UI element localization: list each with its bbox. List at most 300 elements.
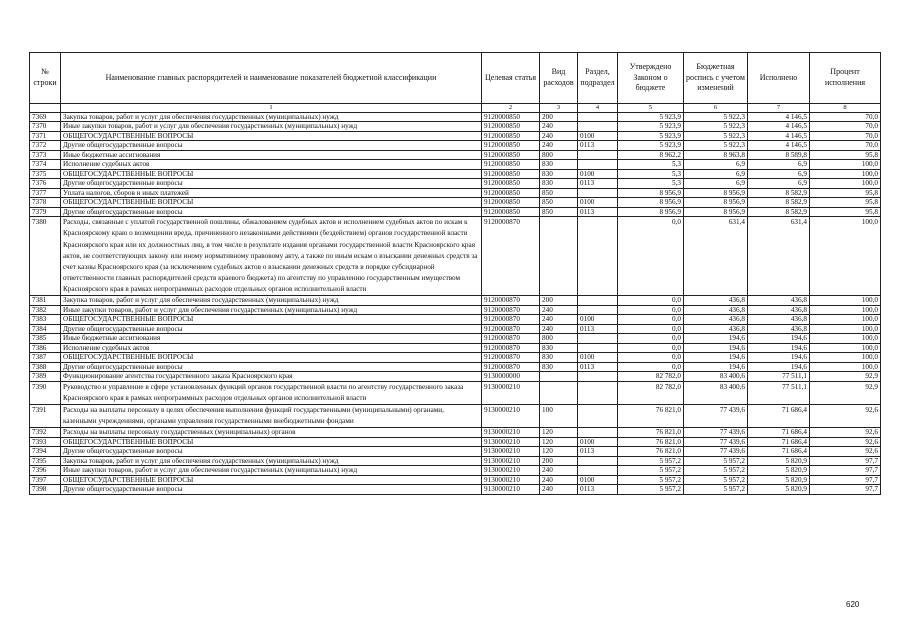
executed-cell: 5 820,9: [748, 475, 810, 484]
table-row: [30, 179, 881, 188]
table-row: [30, 456, 881, 465]
executed-cell: 4 146,5: [748, 113, 810, 122]
row-name-cell: ОБЩЕГОСУДАРСТВЕННЫЕ ВОПРОСЫ: [61, 198, 482, 207]
percent-cell: 100,0: [810, 315, 881, 324]
executed-cell: 71 686,4: [748, 437, 810, 446]
percent-cell: 100,0: [810, 296, 881, 305]
section-cell: [578, 188, 618, 197]
executed-cell: 6,9: [748, 160, 810, 169]
row-number-cell: 7392: [30, 428, 61, 437]
table-row: [30, 150, 881, 159]
table-row: [30, 343, 881, 352]
row-name-cell: Функционирование агентства государственного заказа Красноярского края: [61, 372, 482, 381]
approved-cell: 5 957,2: [618, 466, 684, 475]
section-cell: [578, 466, 618, 475]
expense-type-cell: 850: [540, 198, 578, 207]
row-name-cell: ОБЩЕГОСУДАРСТВЕННЫЕ ВОПРОСЫ: [61, 131, 482, 140]
executed-cell: 631,4: [748, 217, 810, 296]
row-name-cell: Руководство и управление в сфере установленных функций органов государственной власти по агентству государственного заказа Красноярского края в рамках непрограммных расходов отдельных органов исполнительной власти: [61, 381, 482, 404]
target-article-cell: 9120000870: [482, 353, 540, 362]
target-article-cell: 9120000850: [482, 150, 540, 159]
section-cell: [578, 334, 618, 343]
executed-cell: 8 582,9: [748, 207, 810, 216]
budget-list-cell: 5 957,2: [684, 485, 748, 494]
budget-list-cell: 6,9: [684, 169, 748, 178]
table-row: [30, 217, 881, 296]
row-name-cell: Расходы на выплаты персоналу государственных (муниципальных) органов: [61, 428, 482, 437]
row-number-cell: 7398: [30, 485, 61, 494]
percent-cell: 92,9: [810, 381, 881, 404]
expense-type-cell: 240: [540, 141, 578, 150]
executed-cell: 194,6: [748, 362, 810, 371]
section-cell: 0113: [578, 485, 618, 494]
row-name-cell: Расходы на выплаты персоналу в целях обеспечения выполнения функций государственными (муниципальными) органами, казенными учреждениями, органами управления государственными внебюджетными фондами: [61, 405, 482, 428]
row-name-cell: Иные бюджетные ассигнования: [61, 334, 482, 343]
budget-list-cell: 77 439,6: [684, 447, 748, 456]
target-article-cell: 9120000850: [482, 198, 540, 207]
percent-cell: 92,6: [810, 405, 881, 428]
header-percent: Процент исполнения: [810, 53, 881, 104]
percent-cell: 97,7: [810, 466, 881, 475]
budget-list-cell: 5 922,3: [684, 113, 748, 122]
section-cell: [578, 150, 618, 159]
section-cell: 0113: [578, 362, 618, 371]
approved-cell: 82 782,0: [618, 372, 684, 381]
header-target-article: Целевая статья: [482, 53, 540, 104]
executed-cell: 6,9: [748, 179, 810, 188]
percent-cell: 95,8: [810, 207, 881, 216]
expense-type-cell: 240: [540, 324, 578, 333]
column-number: 3: [540, 104, 578, 113]
executed-cell: 8 582,9: [748, 188, 810, 197]
percent-cell: 70,0: [810, 122, 881, 131]
row-name-cell: ОБЩЕГОСУДАРСТВЕННЫЕ ВОПРОСЫ: [61, 169, 482, 178]
expense-type-cell: 850: [540, 188, 578, 197]
table-row: [30, 131, 881, 140]
expense-type-cell: 830: [540, 169, 578, 178]
executed-cell: 71 686,4: [748, 447, 810, 456]
table-row: [30, 160, 881, 169]
row-number-cell: 7374: [30, 160, 61, 169]
table-row: [30, 188, 881, 197]
percent-cell: 100,0: [810, 324, 881, 333]
row-name-cell: Закупка товаров, работ и услуг для обеспечения государственных (муниципальных) нужд: [61, 456, 482, 465]
executed-cell: 436,8: [748, 296, 810, 305]
target-article-cell: 9120000850: [482, 141, 540, 150]
percent-cell: 100,0: [810, 217, 881, 296]
table-row: [30, 141, 881, 150]
target-article-cell: 9120000870: [482, 362, 540, 371]
row-name-cell: Уплата налогов, сборов и иных платежей: [61, 188, 482, 197]
percent-cell: 97,7: [810, 485, 881, 494]
expense-type-cell: 850: [540, 207, 578, 216]
row-name-cell: Иные закупки товаров, работ и услуг для обеспечения государственных (муниципальных) нужд: [61, 305, 482, 314]
section-cell: [578, 381, 618, 404]
expense-type-cell: 830: [540, 362, 578, 371]
header-executed: Исполнено: [748, 53, 810, 104]
row-name-cell: Другие общегосударственные вопросы: [61, 179, 482, 188]
expense-type-cell: 240: [540, 466, 578, 475]
section-cell: 0100: [578, 353, 618, 362]
executed-cell: 194,6: [748, 334, 810, 343]
percent-cell: 97,7: [810, 456, 881, 465]
budget-list-cell: 6,9: [684, 160, 748, 169]
approved-cell: 8 956,9: [618, 198, 684, 207]
target-article-cell: 9120000850: [482, 179, 540, 188]
budget-list-cell: 194,6: [684, 353, 748, 362]
executed-cell: 4 146,5: [748, 141, 810, 150]
table-row: [30, 447, 881, 456]
row-name-cell: Исполнение судебных актов: [61, 343, 482, 352]
budget-list-cell: 8 956,9: [684, 207, 748, 216]
row-number-cell: 7395: [30, 456, 61, 465]
target-article-cell: 9120000870: [482, 217, 540, 296]
row-number-cell: 7382: [30, 305, 61, 314]
executed-cell: 436,8: [748, 315, 810, 324]
expense-type-cell: 240: [540, 315, 578, 324]
row-number-cell: 7388: [30, 362, 61, 371]
expense-type-cell: [540, 381, 578, 404]
executed-cell: 4 146,5: [748, 122, 810, 131]
expense-type-cell: 800: [540, 150, 578, 159]
percent-cell: 95,8: [810, 188, 881, 197]
target-article-cell: 9120000870: [482, 296, 540, 305]
table-row: [30, 485, 881, 494]
section-cell: 0113: [578, 324, 618, 333]
section-cell: 0100: [578, 131, 618, 140]
expense-type-cell: 200: [540, 113, 578, 122]
budget-list-cell: 436,8: [684, 324, 748, 333]
table-row: [30, 305, 881, 314]
target-article-cell: 9130000210: [482, 405, 540, 428]
percent-cell: 70,0: [810, 141, 881, 150]
header-budget-list: Бюджетная роспись с учетом изменений: [684, 53, 748, 104]
header-section: Раздел, подраздел: [578, 53, 618, 104]
executed-cell: 4 146,5: [748, 131, 810, 140]
executed-cell: 77 511,1: [748, 381, 810, 404]
table-row: [30, 437, 881, 446]
row-name-cell: Иные закупки товаров, работ и услуг для обеспечения государственных (муниципальных) нужд: [61, 466, 482, 475]
row-number-cell: 7379: [30, 207, 61, 216]
approved-cell: 76 821,0: [618, 428, 684, 437]
column-number: 2: [482, 104, 540, 113]
percent-cell: 97,7: [810, 475, 881, 484]
table-row: [30, 113, 881, 122]
table-row: [30, 466, 881, 475]
percent-cell: 92,6: [810, 428, 881, 437]
section-cell: [578, 296, 618, 305]
column-number: 7: [748, 104, 810, 113]
budget-list-cell: 5 922,3: [684, 141, 748, 150]
section-cell: [578, 122, 618, 131]
row-number-cell: 7393: [30, 437, 61, 446]
target-article-cell: 9130000210: [482, 447, 540, 456]
budget-list-cell: 83 400,6: [684, 372, 748, 381]
section-cell: 0113: [578, 141, 618, 150]
approved-cell: 0,0: [618, 362, 684, 371]
budget-list-cell: 5 922,3: [684, 131, 748, 140]
approved-cell: 5 923,9: [618, 131, 684, 140]
row-name-cell: ОБЩЕГОСУДАРСТВЕННЫЕ ВОПРОСЫ: [61, 315, 482, 324]
table-row: [30, 122, 881, 131]
budget-list-cell: 77 439,6: [684, 437, 748, 446]
percent-cell: 100,0: [810, 169, 881, 178]
row-name-cell: Иные бюджетные ассигнования: [61, 150, 482, 159]
target-article-cell: 9130000210: [482, 381, 540, 404]
column-number: 8: [810, 104, 881, 113]
section-cell: [578, 372, 618, 381]
table-row: [30, 405, 881, 428]
row-name-cell: Закупка товаров, работ и услуг для обеспечения государственных (муниципальных) нужд: [61, 296, 482, 305]
header-expense-type: Вид расходов: [540, 53, 578, 104]
row-number-cell: 7378: [30, 198, 61, 207]
row-name-cell: Исполнение судебных актов: [61, 160, 482, 169]
expense-type-cell: 200: [540, 456, 578, 465]
row-number-cell: 7384: [30, 324, 61, 333]
row-number-cell: 7397: [30, 475, 61, 484]
budget-list-cell: 631,4: [684, 217, 748, 296]
approved-cell: 8 962,2: [618, 150, 684, 159]
column-number: [30, 104, 61, 113]
column-number: 5: [618, 104, 684, 113]
column-number-row: [30, 104, 881, 113]
header-name: Наименование главных распорядителей и наименование показателей бюджетной классификации: [61, 53, 482, 104]
row-number-cell: 7383: [30, 315, 61, 324]
table-row: [30, 381, 881, 404]
section-cell: [578, 343, 618, 352]
target-article-cell: 9130000210: [482, 437, 540, 446]
expense-type-cell: 830: [540, 353, 578, 362]
executed-cell: 8 589,8: [748, 150, 810, 159]
target-article-cell: 9130000210: [482, 485, 540, 494]
percent-cell: 100,0: [810, 334, 881, 343]
expense-type-cell: 120: [540, 447, 578, 456]
approved-cell: 76 821,0: [618, 437, 684, 446]
executed-cell: 194,6: [748, 353, 810, 362]
row-number-cell: 7373: [30, 150, 61, 159]
expense-type-cell: 800: [540, 334, 578, 343]
percent-cell: 100,0: [810, 305, 881, 314]
row-name-cell: Другие общегосударственные вопросы: [61, 447, 482, 456]
approved-cell: 8 956,9: [618, 188, 684, 197]
expense-type-cell: 200: [540, 296, 578, 305]
executed-cell: 194,6: [748, 343, 810, 352]
target-article-cell: 9120000870: [482, 334, 540, 343]
row-number-cell: 7376: [30, 179, 61, 188]
budget-table: [29, 52, 881, 495]
section-cell: 0100: [578, 475, 618, 484]
approved-cell: 0,0: [618, 334, 684, 343]
budget-list-cell: 194,6: [684, 343, 748, 352]
executed-cell: 71 686,4: [748, 405, 810, 428]
target-article-cell: 9130000210: [482, 428, 540, 437]
approved-cell: 5,3: [618, 160, 684, 169]
section-cell: 0100: [578, 198, 618, 207]
target-article-cell: 9120000850: [482, 122, 540, 131]
row-name-cell: Другие общегосударственные вопросы: [61, 324, 482, 333]
budget-list-cell: 8 956,9: [684, 198, 748, 207]
expense-type-cell: 100: [540, 405, 578, 428]
executed-cell: 5 820,9: [748, 485, 810, 494]
table-row: [30, 353, 881, 362]
expense-type-cell: 240: [540, 131, 578, 140]
target-article-cell: 9120000850: [482, 188, 540, 197]
percent-cell: 70,0: [810, 131, 881, 140]
expense-type-cell: [540, 217, 578, 296]
section-cell: [578, 305, 618, 314]
table-row: [30, 169, 881, 178]
table-row: [30, 315, 881, 324]
approved-cell: 5 923,9: [618, 141, 684, 150]
row-name-cell: ОБЩЕГОСУДАРСТВЕННЫЕ ВОПРОСЫ: [61, 475, 482, 484]
row-number-cell: 7380: [30, 217, 61, 296]
executed-cell: 6,9: [748, 169, 810, 178]
target-article-cell: 9120000870: [482, 305, 540, 314]
executed-cell: 5 820,9: [748, 466, 810, 475]
approved-cell: 0,0: [618, 217, 684, 296]
row-number-cell: 7371: [30, 131, 61, 140]
target-article-cell: 9120000870: [482, 343, 540, 352]
approved-cell: 0,0: [618, 315, 684, 324]
table-row: [30, 334, 881, 343]
expense-type-cell: 830: [540, 179, 578, 188]
executed-cell: 436,8: [748, 305, 810, 314]
table-row: [30, 372, 881, 381]
target-article-cell: 9120000850: [482, 169, 540, 178]
percent-cell: 100,0: [810, 343, 881, 352]
table-row: [30, 428, 881, 437]
budget-list-cell: 194,6: [684, 334, 748, 343]
expense-type-cell: 240: [540, 475, 578, 484]
section-cell: 0100: [578, 315, 618, 324]
target-article-cell: 9120000850: [482, 131, 540, 140]
row-name-cell: Другие общегосударственные вопросы: [61, 362, 482, 371]
page-number: 620: [846, 600, 860, 609]
column-number: 4: [578, 104, 618, 113]
section-cell: [578, 113, 618, 122]
row-number-cell: 7386: [30, 343, 61, 352]
budget-list-cell: 436,8: [684, 315, 748, 324]
column-number: 1: [61, 104, 482, 113]
section-cell: 0113: [578, 207, 618, 216]
section-cell: [578, 160, 618, 169]
section-cell: 0113: [578, 179, 618, 188]
approved-cell: 0,0: [618, 296, 684, 305]
row-name-cell: Другие общегосударственные вопросы: [61, 141, 482, 150]
table-row: [30, 207, 881, 216]
budget-list-cell: 8 956,9: [684, 188, 748, 197]
table-row: [30, 475, 881, 484]
target-article-cell: 9120000870: [482, 324, 540, 333]
target-article-cell: 9120000850: [482, 113, 540, 122]
row-number-cell: 7372: [30, 141, 61, 150]
executed-cell: 5 820,9: [748, 456, 810, 465]
row-name-cell: Закупка товаров, работ и услуг для обеспечения государственных (муниципальных) нужд: [61, 113, 482, 122]
section-cell: 0100: [578, 169, 618, 178]
approved-cell: 82 782,0: [618, 381, 684, 404]
expense-type-cell: 830: [540, 343, 578, 352]
percent-cell: 95,8: [810, 150, 881, 159]
section-cell: 0113: [578, 447, 618, 456]
expense-type-cell: 120: [540, 437, 578, 446]
budget-list-cell: 5 957,2: [684, 466, 748, 475]
percent-cell: 95,8: [810, 198, 881, 207]
target-article-cell: 9120000850: [482, 160, 540, 169]
budget-list-cell: 6,9: [684, 179, 748, 188]
budget-list-cell: 5 957,2: [684, 456, 748, 465]
table-row: [30, 324, 881, 333]
row-number-cell: 7375: [30, 169, 61, 178]
section-cell: [578, 456, 618, 465]
budget-list-cell: 77 439,6: [684, 428, 748, 437]
target-article-cell: 9130000000: [482, 372, 540, 381]
budget-list-cell: 194,6: [684, 362, 748, 371]
header-approved: Утверждено Законом о бюджете: [618, 53, 684, 104]
expense-type-cell: 830: [540, 160, 578, 169]
expense-type-cell: [540, 372, 578, 381]
target-article-cell: 9120000850: [482, 207, 540, 216]
percent-cell: 100,0: [810, 362, 881, 371]
executed-cell: 77 511,1: [748, 372, 810, 381]
approved-cell: 5 957,2: [618, 456, 684, 465]
section-cell: [578, 405, 618, 428]
percent-cell: 100,0: [810, 160, 881, 169]
target-article-cell: 9130000210: [482, 456, 540, 465]
table-row: [30, 362, 881, 371]
section-cell: 0100: [578, 437, 618, 446]
expense-type-cell: 120: [540, 428, 578, 437]
budget-list-cell: 436,8: [684, 305, 748, 314]
target-article-cell: 9130000210: [482, 466, 540, 475]
expense-type-cell: 240: [540, 305, 578, 314]
percent-cell: 92,6: [810, 437, 881, 446]
approved-cell: 76 821,0: [618, 447, 684, 456]
approved-cell: 8 956,9: [618, 207, 684, 216]
approved-cell: 76 821,0: [618, 405, 684, 428]
budget-list-cell: 83 400,6: [684, 381, 748, 404]
budget-list-cell: 77 439,6: [684, 405, 748, 428]
row-number-cell: 7370: [30, 122, 61, 131]
budget-list-cell: 5 922,3: [684, 122, 748, 131]
approved-cell: 5 957,2: [618, 475, 684, 484]
row-number-cell: 7377: [30, 188, 61, 197]
row-name-cell: Другие общегосударственные вопросы: [61, 207, 482, 216]
row-number-cell: 7385: [30, 334, 61, 343]
percent-cell: 92,9: [810, 372, 881, 381]
row-number-cell: 7369: [30, 113, 61, 122]
executed-cell: 71 686,4: [748, 428, 810, 437]
row-number-cell: 7390: [30, 381, 61, 404]
approved-cell: 5,3: [618, 179, 684, 188]
approved-cell: 0,0: [618, 353, 684, 362]
approved-cell: 0,0: [618, 343, 684, 352]
approved-cell: 0,0: [618, 324, 684, 333]
target-article-cell: 9120000870: [482, 315, 540, 324]
approved-cell: 5 957,2: [618, 485, 684, 494]
row-name-cell: Расходы, связанные с уплатой государственной пошлины, обжалованием судебных актов и исполнением судебных актов по искам к Красноярскому краю о возмещении вреда, причиненного незаконными действиями (бездействием) органов государственной власти Красноярского края или их должностных лиц, в том числе в результате издания органами государственной власти Красноярского края актов, не соответствующих закону или иному нормативному правовому акту, а также по иным искам о взыскании денежных средств за счет казны Красноярского края (за исключением судебных актов о взыскании денежных средств в порядке субсидиарной ответственности главных распорядителей средств краевого бюджета) по агентству по управлению государственным имуществом Красноярского края в рамках непрограммных расходов отдельных органов исполнительной власти: [61, 217, 482, 296]
header-row-number: № строки: [30, 53, 61, 104]
approved-cell: 5 923,9: [618, 122, 684, 131]
header-row: [30, 53, 881, 104]
approved-cell: 5,3: [618, 169, 684, 178]
section-cell: [578, 428, 618, 437]
row-number-cell: 7387: [30, 353, 61, 362]
row-number-cell: 7396: [30, 466, 61, 475]
column-number: 6: [684, 104, 748, 113]
budget-list-cell: 5 957,2: [684, 475, 748, 484]
executed-cell: 8 582,9: [748, 198, 810, 207]
percent-cell: 100,0: [810, 353, 881, 362]
